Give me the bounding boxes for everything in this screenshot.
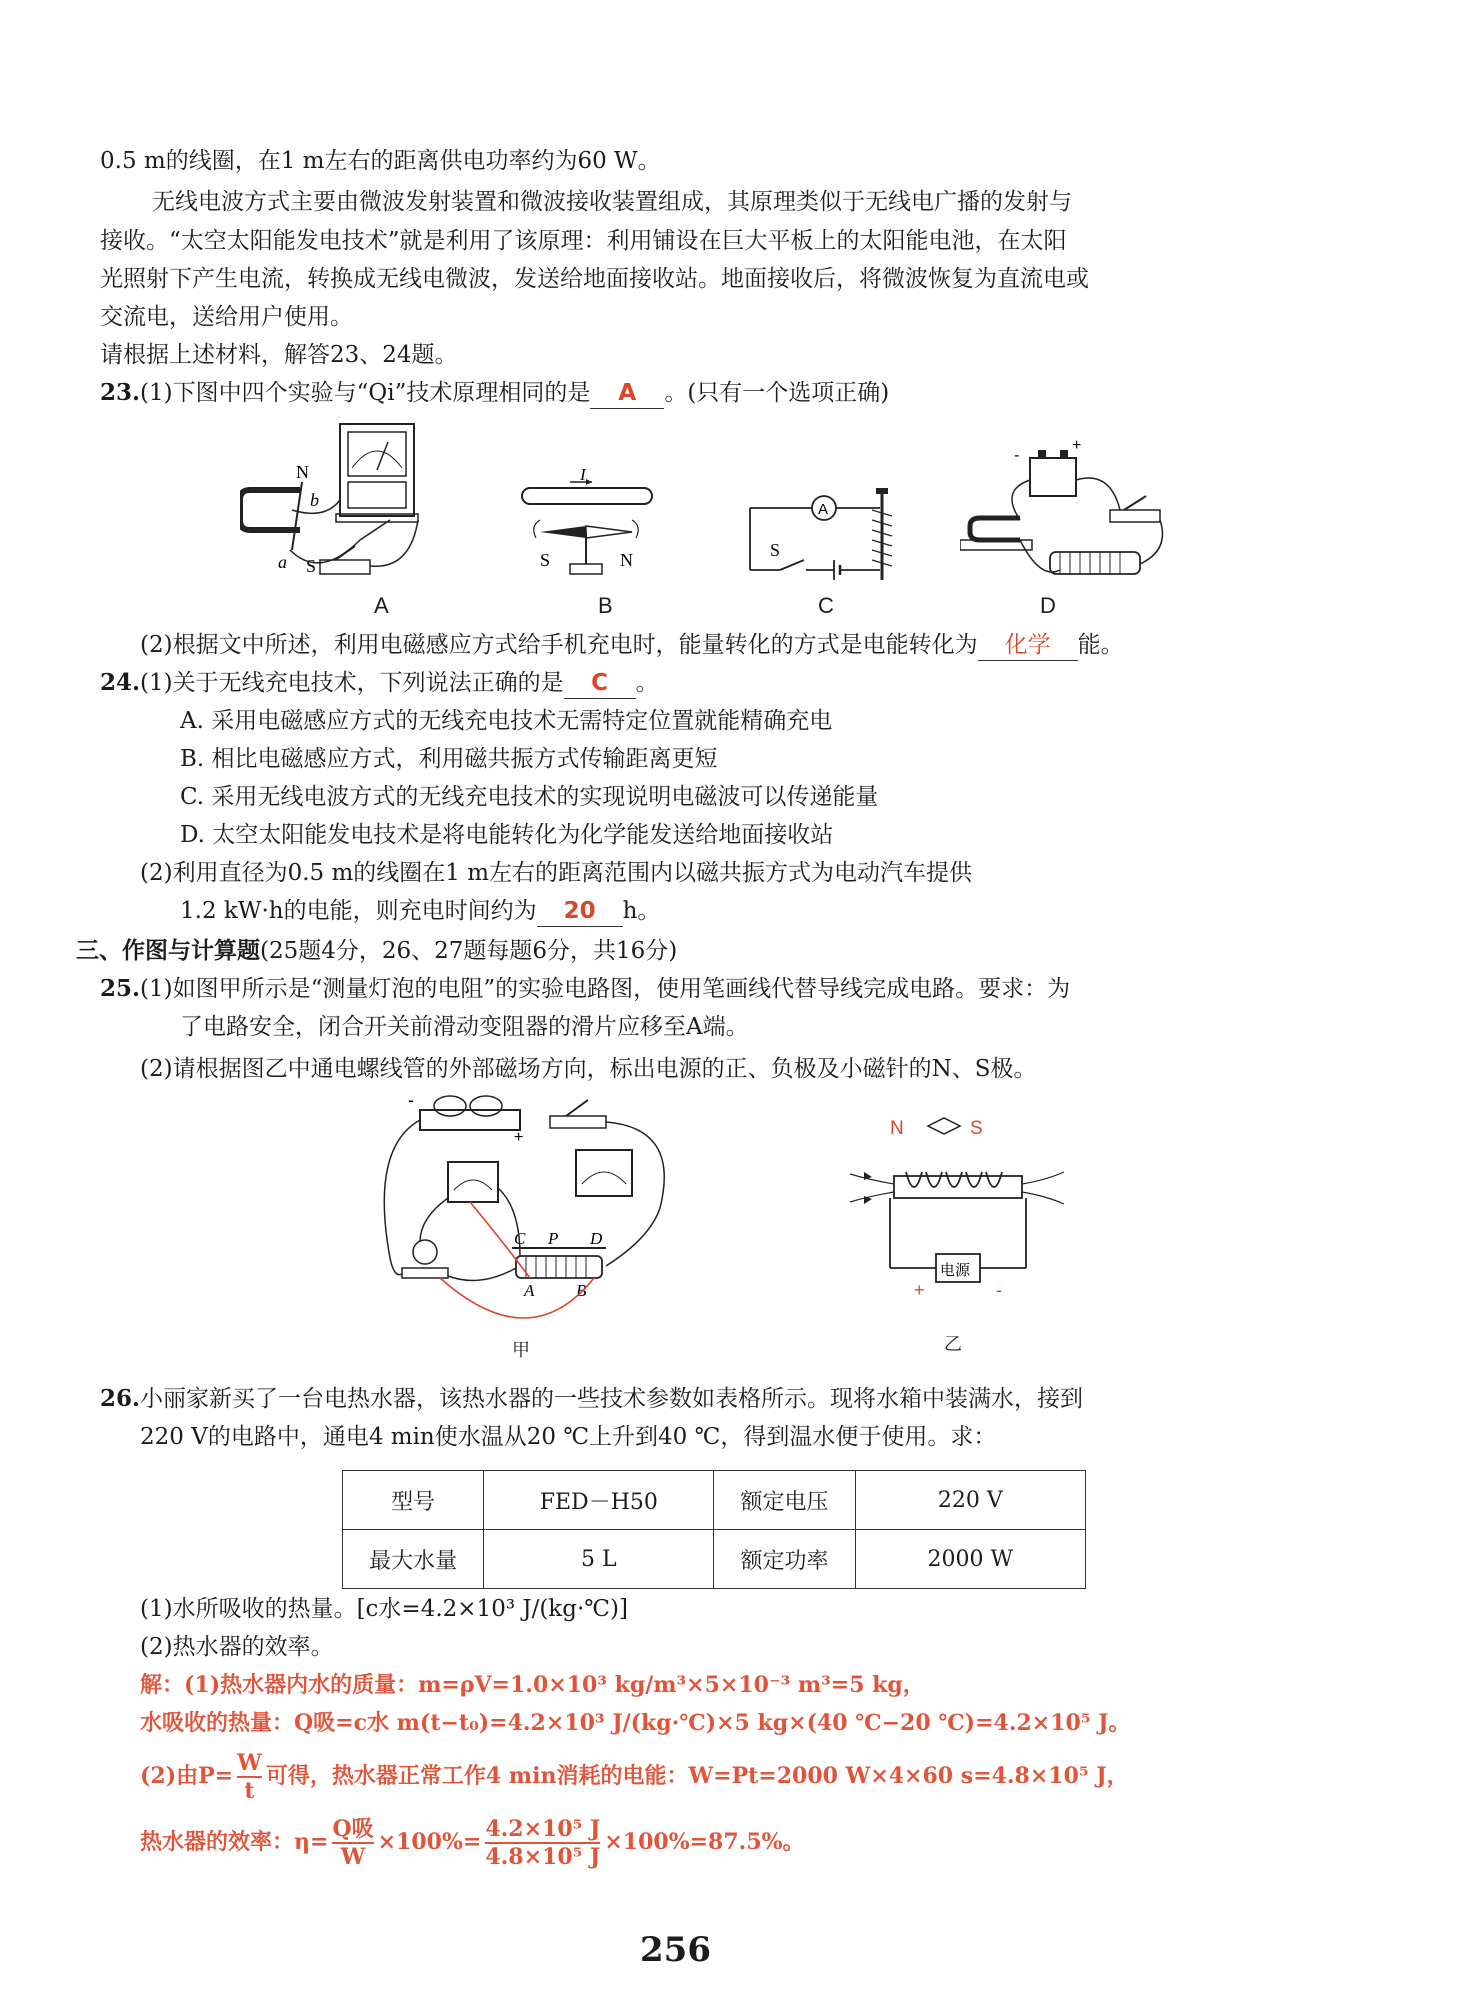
intro-line-3: 接收。“太空太阳能发电技术”就是利用了该原理：利用铺设在巨大平板上的太阳能电池，在太阳 (100, 228, 1067, 254)
fig-jia-minus: - (408, 1090, 414, 1110)
q23-answer-blank (590, 378, 664, 409)
table-cell: 型号 (343, 1471, 484, 1530)
fig-a-s-label: S (306, 556, 317, 576)
table-cell: FED－H50 (484, 1471, 714, 1530)
fig-yi-caption: 乙 (944, 1334, 962, 1355)
q23-answer: A (618, 380, 637, 406)
q24-part2-answer: 20 (563, 898, 596, 924)
q24-option-d: D. 太空太阳能发电技术是将电能转化为化学能发送给地面接收站 (180, 822, 834, 848)
q26-number: 26. (100, 1385, 141, 1412)
intro-line-5: 交流电，送给用户使用。 (100, 304, 353, 330)
fig-c-caption: C (818, 593, 834, 618)
power-fraction: $\frac{W}{t}$ (237, 1750, 262, 1804)
q24-option-c: C. 采用无线电波方式的无线充电技术的实现说明电磁波可以传递能量 (180, 784, 879, 810)
fig-b-current-label: I (580, 468, 586, 484)
fig-jia-plus: + (514, 1129, 524, 1146)
fig-jia-caption: 甲 (512, 1340, 530, 1361)
table-cell: 2000 W (855, 1530, 1085, 1589)
q25-part1-line1: 25.(1)如图甲所示是“测量灯泡的电阻”的实验电路图，使用笔画线代替导线完成电路。要求：为 (100, 975, 1071, 1002)
q23-part2: (2)根据文中所述，利用电磁感应方式给手机充电时，能量转化的方式是电能转化为 化学 能。 (140, 630, 1124, 661)
table-cell: 最大水量 (343, 1530, 484, 1589)
efficiency-fraction-2: $\frac{\text{4.2×10⁵ J}}{\text{4.8×10⁵ J}}$ (485, 1816, 601, 1870)
intro-prompt: 请根据上述材料，解答23、24题。 (100, 342, 458, 368)
fig-jia-b: B (576, 1281, 587, 1300)
table-cell: 220 V (855, 1471, 1085, 1530)
section3-title: 三、作图与计算题 (76, 937, 260, 964)
fig-a-caption: A (374, 593, 389, 618)
solution-line3: (2)由P= $\frac{W}{t}$ 可得，热水器正常工作4 min消耗的电能：W=Pt=2000 W×4×60 s=4.8×10⁵ J， (140, 1750, 1129, 1804)
section3-heading (76, 936, 677, 966)
spec-table (342, 1470, 1086, 1589)
q24-option-a: A. 采用电磁感应方式的无线充电技术无需特定位置就能精确充电 (180, 708, 833, 734)
q24-option-b: B. 相比电磁感应方式，利用磁共振方式传输距离更短 (180, 746, 718, 772)
q23-number: 23. (100, 379, 141, 406)
q25-part2: (2)请根据图乙中通电螺线管的外部磁场方向，标出电源的正、负极及小磁针的N、S极。 (140, 1056, 1037, 1082)
q25-number: 25. (100, 975, 141, 1002)
fig-d-caption: D (1040, 593, 1056, 618)
fig-c-s-label: S (770, 540, 781, 560)
q24-number: 24. (100, 669, 141, 696)
fig-d-plus: + (1072, 440, 1082, 454)
q24-answer-blank (564, 668, 636, 699)
fig-b-caption: B (598, 593, 613, 618)
fig-jia-c: C (514, 1229, 526, 1248)
section3-note: (25题4分，26、27题每题6分，共16分) (260, 938, 678, 964)
intro-line-2: 无线电波方式主要由微波发射装置和微波接收装置组成，其原理类似于无线电广播的发射与 (152, 189, 1072, 215)
q26-sub1: (1)水所吸收的热量。[c水=4.2×10³ J/(kg·℃)] (140, 1596, 628, 1622)
figure-d-motor (960, 440, 1180, 590)
table-cell: 额定电压 (714, 1471, 855, 1530)
fig-a-b-label: b (310, 490, 319, 510)
q26-line2: 220 V的电路中，通电4 min使水温从20 ℃上升到40 ℃，得到温水便于使用。求： (140, 1424, 997, 1450)
figure-yi-solenoid (850, 1112, 1080, 1312)
figure-c-electromagnet (740, 480, 900, 590)
q24-answer: C (591, 670, 609, 696)
q25-part1-line2: 了电路安全，闭合开关前滑动变阻器的滑片应移至A端。 (180, 1014, 749, 1040)
fig-a-n-label: N (296, 462, 309, 482)
fig-b-n-label: N (620, 550, 633, 570)
figure-jia-circuit (380, 1088, 680, 1328)
q24-part1: 24.(1)关于无线充电技术，下列说法正确的是 C 。 (100, 668, 659, 699)
fig-d-minus: - (1014, 447, 1020, 464)
solution-line1: 解：(1)热水器内水的质量：m=ρV=1.0×10³ kg/m³×5×10⁻³ m³=5 kg， (140, 1672, 925, 1698)
fig-c-ammeter-label: A (818, 501, 829, 518)
fig-jia-a: A (524, 1281, 535, 1300)
solution-line4: 热水器的效率：η= $\frac{\text{Q吸}}{W}$ ×100%= $\frac{\text{4.2×10⁵ J}}{\text{4.8×10⁵ J}}$ ×100%=87.5%。 (140, 1816, 805, 1870)
fig-jia-d: D (590, 1229, 603, 1248)
fig-a-a-label: a (278, 552, 287, 572)
figure-a-generator (240, 420, 440, 595)
q23-part2-answer: 化学 (1004, 632, 1051, 658)
table-row (343, 1530, 1086, 1589)
table-cell: 5 L (484, 1530, 714, 1589)
q26-line1: 26.小丽家新买了一台电热水器，该热水器的一些技术参数如表格所示。现将水箱中装满水，接到 (100, 1385, 1084, 1412)
fig-jia-p: P (548, 1229, 559, 1248)
q24-part2-line2: 1.2 kW·h的电能，则充电时间约为 20 h。 (180, 896, 660, 927)
fig-yi-n: N (890, 1118, 904, 1139)
page-number: 256 (640, 1930, 711, 1970)
table-cell: 额定功率 (714, 1530, 855, 1589)
fig-yi-s: S (970, 1118, 983, 1139)
intro-line-1: 0.5 m的线圈，在1 m左右的距离供电功率约为60 W。 (100, 148, 661, 174)
intro-line-4: 光照射下产生电流，转换成无线电微波，发送给地面接收站。地面接收后，将微波恢复为直流电或 (100, 266, 1089, 292)
efficiency-fraction-1: $\frac{\text{Q吸}}{W}$ (332, 1816, 374, 1870)
fig-yi-minus: - (996, 1280, 1002, 1300)
q26-sub2: (2)热水器的效率。 (140, 1634, 334, 1660)
fig-b-s-label: S (540, 550, 551, 570)
solution-line2: 水吸收的热量：Q吸=c水 m(t−t₀)=4.2×10³ J/(kg·℃)×5 kg×(40 ℃−20 ℃)=4.2×10⁵ J。 (140, 1710, 1131, 1736)
q24-part2-answer-blank (537, 896, 623, 927)
q23-part2-answer-blank (978, 630, 1078, 661)
fig-yi-source: 电源 (940, 1261, 971, 1279)
q23-part1: 23.(1)下图中四个实验与“Qi”技术原理相同的是 A 。(只有一个选项正确) (100, 378, 889, 409)
fig-yi-plus: + (914, 1280, 925, 1300)
q24-part2-line1: (2)利用直径为0.5 m的线圈在1 m左右的距离范围内以磁共振方式为电动汽车提供 (140, 860, 973, 886)
table-row (343, 1471, 1086, 1530)
figure-b-oersted (520, 468, 660, 598)
